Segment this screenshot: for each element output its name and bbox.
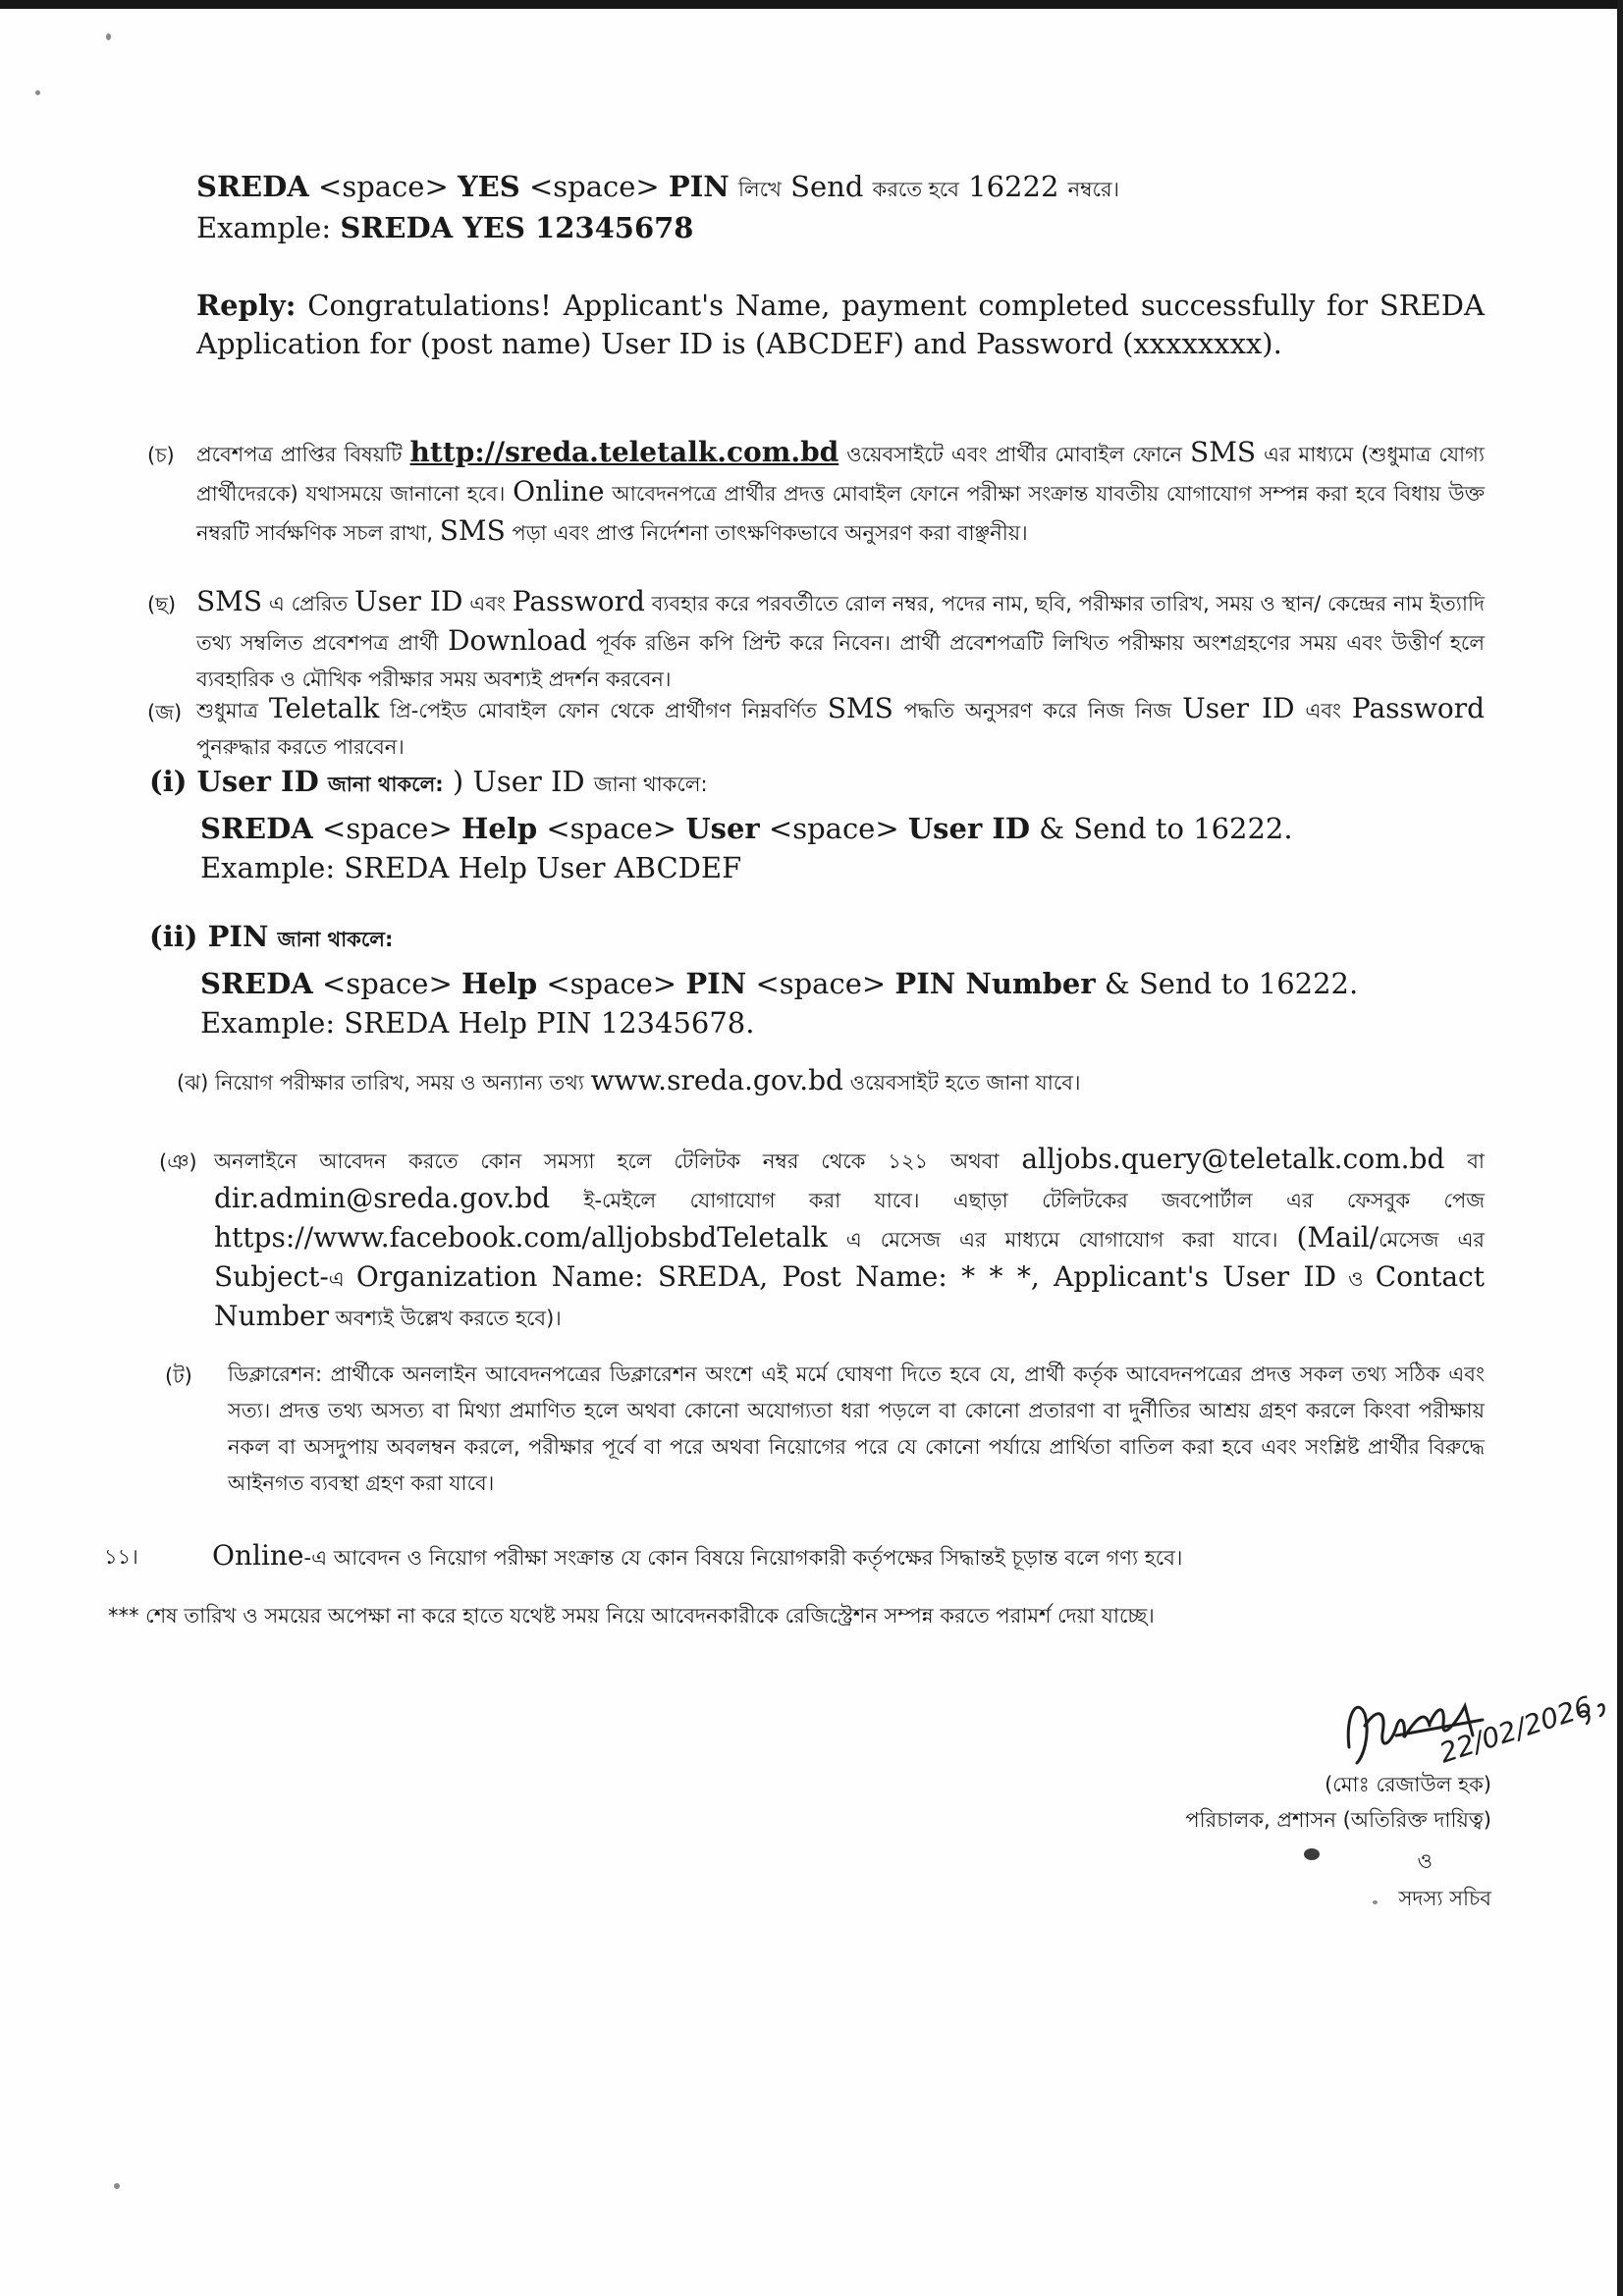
para-latin: SMS — [439, 514, 506, 547]
para-latin: Download — [448, 624, 587, 657]
heading-latin: (ii) PIN — [149, 920, 269, 953]
para-text: ওয়েবসাইট হতে জানা যাবে। — [849, 1071, 1081, 1095]
scan-edge-top — [0, 0, 1623, 9]
cmd-keyword: SREDA — [200, 967, 313, 1000]
para-latin: Online — [513, 475, 605, 507]
sms-pin-example — [196, 208, 1485, 247]
signatory-role: সদস্য সচিব — [1398, 1887, 1491, 1910]
reply-label: Reply: — [196, 289, 297, 322]
para-text: আবেদনপত্রে প্রার্থীর প্রদত্ত মোবাইল ফোনে পরীক্ষা সংক্রান্ত যাবতীয় যোগাযোগ সম্পন্ন করা হবে বিধায় উক্ত নম্বরটি সার্বক্ষণিক সচল রাখা, — [196, 482, 1485, 545]
para-text: ওয়েবসাইটে এবং প্রার্থীর মোবাইল ফোনে — [846, 443, 1183, 466]
para-text: পড়া এবং প্রাপ্ত নির্দেশনা তাৎক্ষণিকভাবে অনুসরণ করা বাঞ্ছনীয়। — [512, 521, 1028, 545]
recover-pin-command — [149, 964, 1485, 1003]
cmd-space: <space> — [322, 812, 453, 845]
sms-pin-reply — [196, 287, 1485, 363]
heading-text: জানা থাকলে: — [277, 928, 394, 951]
scan-speck — [1304, 1848, 1320, 1860]
para-latin: SMS — [196, 585, 263, 617]
heading-text: জানা থাকলে: — [593, 773, 708, 796]
para-text: বা — [1467, 1149, 1485, 1173]
signatory-name: (মোঃ রেজাউল হক) — [1325, 1773, 1491, 1796]
cmd-space: <space> — [768, 812, 899, 845]
cmd-shortcode: 16222 — [968, 170, 1059, 203]
cmd-space: <space> — [546, 812, 677, 845]
section-11-text — [212, 1537, 1182, 1576]
para-text: ব্যবহার করে পরবর্তীতে রোল নম্বর, পদের নাম, ছবি, পরীক্ষার তারিখ, সময় ও স্থান/ কেন্দ্রের নাম ইত্যাদি তথ্য সম্বলিত প্রবেশপত্র প্রার্থী — [196, 592, 1485, 655]
sreda-email-link[interactable]: dir.admin@sreda.gov.bd — [214, 1182, 551, 1214]
para-text: অবশ্যই উল্লেখ করতে হবে)। — [335, 1307, 562, 1330]
download-admit-paragraph — [196, 583, 1485, 698]
sms-pin-command-line — [196, 167, 1485, 208]
cmd-keyword: YES — [457, 170, 520, 203]
cmd-text: লিখে — [738, 178, 782, 201]
item-marker: (চ) — [147, 444, 175, 467]
para-text: প্রবেশপত্র প্রাপ্তির বিষয়টি — [196, 443, 403, 466]
alljobs-email-link[interactable]: alljobs.query@teletalk.com.bd — [1021, 1143, 1445, 1175]
declaration-paragraph: ডিক্লারেশন: প্রার্থীকে অনলাইন আবেদনপত্রের ডিক্লারেশন অংশে এই মর্মে ঘোষণা দিতে হবে যে, প্রার্থী কর্তৃক আবেদনপত্রের প্রদত্ত সকল তথ্য সঠিক এবং সত্য। প্রদত্ত তথ্য অসত্য বা মিথ্যা প্রমাণিত হলে অথবা কোনো অযোগ্যতা ধরা পড়লে বা কোনো প্রতারণা বা দুর্নীতির আশ্রয় গ্রহণ করলে কিংবা পরীক্ষায় নকল বা অসদুপায় অবলম্বন করলে, পরীক্ষার পূর্বে বা পরে অথবা নিয়োগের পরে যে কোনো পর্যায়ে প্রার্থিতা বাতিল করা হবে এবং সংশ্লিষ্ট প্রার্থীর বিরুদ্ধে আইনগত ব্যবস্থা গ্রহণ করা যাবে। — [228, 1362, 1485, 1495]
footnote: *** শেষ তারিখ ও সময়ের অপেক্ষা না করে হাতে যথেষ্ট সময় নিয়ে আবেদনকারীকে রেজিস্ট্রেশন সম্পন্ন করতে পরামর্শ দেয়া যাচ্ছে। — [108, 1604, 1155, 1628]
para-latin: SMS — [827, 692, 893, 724]
item-marker: (ঞ) — [159, 1150, 197, 1174]
example-label: Example: — [196, 211, 332, 244]
para-text: এর মাধ্যমে (শুধুমাত্র যোগ্য প্রার্থীদেরকে) যথাসময়ে জানানো হবে। — [196, 443, 1485, 506]
cmd-keyword: User — [685, 812, 760, 845]
item-marker: (ট) — [165, 1364, 192, 1388]
scan-speck — [1373, 1900, 1378, 1904]
cmd-space: <space> — [546, 967, 677, 1000]
recover-userid-example: Example: SREDA Help User ABCDEF — [200, 851, 742, 884]
cmd-text: করতে হবে — [872, 178, 959, 201]
signatory-designation: পরিচালক, প্রশাসন (অতিরিক্ত দায়িত্ব) — [1185, 1808, 1491, 1832]
para-text: ও — [1348, 1267, 1364, 1291]
para-text: -এ আবেদন ও নিয়োগ পরীক্ষা সংক্রান্ত যে কোন বিষয়ে নিয়োগকারী কর্তৃপক্ষের সিদ্ধান্তই চূড়ান্ত বলে গণ্য হবে। — [303, 1546, 1183, 1570]
scan-speck — [35, 90, 40, 95]
para-text: মেসেজ এর — [1379, 1228, 1485, 1252]
cmd-amp: & — [1104, 967, 1130, 1000]
para-text: এ প্রেরিত — [268, 592, 349, 615]
cmd-keyword: SREDA — [196, 170, 309, 203]
para-latin: User ID — [1182, 692, 1295, 724]
admit-card-link[interactable]: http://sreda.teletalk.com.bd — [409, 436, 839, 468]
cmd-space: <space> — [318, 170, 449, 203]
facebook-page-link[interactable]: https://www.facebook.com/alljobsbdTeletalk — [214, 1221, 828, 1254]
reply-text: Congratulations! Applicant's Name, payment completed successfully for SREDA Application for (post name) User ID is (ABCDEF) and Password (xxxxxxxx). — [196, 289, 1485, 360]
cmd-text: নম্বরে। — [1067, 178, 1120, 201]
cmd-keyword: Help — [460, 812, 538, 845]
para-latin: Subject- — [214, 1260, 329, 1293]
cmd-space: <space> — [755, 967, 887, 1000]
para-text: অনলাইনে আবেদন করতে কোন সমস্যা হলে টেলিটক নম্বর থেকে ১২১ অথবা — [214, 1149, 1000, 1173]
cmd-amp: & — [1039, 812, 1065, 845]
para-text: নিয়োগ পরীক্ষার তারিখ, সময় ও অন্যান্য তথ্য — [214, 1071, 584, 1095]
para-latin: SMS — [1190, 436, 1257, 468]
item-marker: (ঝ) — [177, 1071, 209, 1095]
signature-date: 22/02/2026 — [1434, 1689, 1596, 1770]
exam-info-line — [177, 1062, 1081, 1101]
sms-pin-block — [196, 167, 1485, 363]
para-text: শুধুমাত্র — [196, 699, 259, 722]
contact-paragraph — [214, 1141, 1485, 1337]
cmd-keyword: PIN Number — [894, 967, 1096, 1000]
para-text: প্রি-পেইড মোবাইল ফোন থেকে প্রার্থীগণ নিম্নবর্ণিত — [390, 699, 817, 722]
signatory-conjunction: ও — [1417, 1849, 1433, 1873]
para-latin: Teletalk — [268, 692, 380, 724]
para-latin: Password — [1351, 692, 1486, 724]
para-latin: Contact Number — [214, 1260, 1485, 1332]
cmd-keyword: SREDA — [200, 812, 313, 845]
para-text: এ মেসেজ এর মাধ্যমে যোগাযোগ করা যাবে। — [845, 1228, 1278, 1252]
cmd-keyword: User ID — [907, 812, 1031, 845]
scan-edge-right — [1617, 0, 1623, 2296]
sreda-website-link[interactable]: www.sreda.gov.bd — [590, 1064, 843, 1096]
recover-userid-command — [149, 809, 1485, 848]
para-text: এবং — [1305, 699, 1342, 722]
para-latin: (Mail/ — [1296, 1221, 1380, 1254]
cmd-keyword: PIN — [685, 967, 747, 1000]
recover-by-userid — [149, 762, 1485, 887]
para-text: পূর্বক রঙিন কপি প্রিন্ট করে নিবেন। প্রার্থী প্রবেশপত্রটি লিখিত পরীক্ষায় অংশগ্রহণের সময় এবং উত্তীর্ণ হলে ব্যবহারিক ও মৌখিক পরীক্ষার সময় অবশ্যই প্রদর্শন করবেন। — [196, 631, 1485, 691]
recovery-paragraph — [196, 690, 1485, 766]
para-latin: Online — [212, 1539, 304, 1572]
scan-speck — [114, 2183, 120, 2189]
admit-card-paragraph — [196, 434, 1485, 552]
para-latin: User ID — [353, 585, 463, 617]
recover-pin-example: Example: SREDA Help PIN 12345678. — [200, 1006, 755, 1040]
para-text: এবং — [469, 592, 506, 615]
cmd-send: Send — [790, 170, 864, 203]
recover-by-pin — [149, 917, 1485, 1042]
scan-speck — [106, 33, 111, 40]
cmd-space: <space> — [322, 967, 453, 1000]
para-text: পদ্ধতি অনুসরণ করে নিজ নিজ — [903, 699, 1172, 722]
cmd-space: <space> — [528, 170, 660, 203]
heading-text: জানা থাকলে: — [327, 773, 444, 796]
recover-userid-heading — [149, 762, 1485, 803]
item-marker: (জ) — [147, 701, 183, 724]
cmd-keyword: Help — [460, 967, 538, 1000]
heading-latin: (i) User ID — [149, 765, 319, 798]
example-value: SREDA YES 12345678 — [340, 211, 694, 244]
heading-latin: ) User ID — [452, 765, 585, 798]
item-marker: (ছ) — [147, 593, 177, 616]
para-text: এ — [328, 1267, 345, 1291]
para-text: পুনরুদ্ধার করতে পারবেন। — [196, 735, 405, 759]
cmd-keyword: PIN — [668, 170, 730, 203]
para-text: ই-মেইলে যোগাযোগ করা যাবে। এছাড়া টেলিটকের জবপোর্টাল এর ফেসবুক পেজ — [583, 1189, 1485, 1212]
cmd-send: Send to 16222. — [1073, 812, 1293, 845]
para-latin: Password — [512, 585, 645, 617]
para-latin: Organization Name: SREDA, Post Name: * * *, Applicant's User ID — [355, 1260, 1337, 1293]
recover-pin-heading — [149, 917, 1485, 958]
section-11-number: ১১। — [104, 1545, 138, 1569]
cmd-send: Send to 16222. — [1138, 967, 1359, 1000]
